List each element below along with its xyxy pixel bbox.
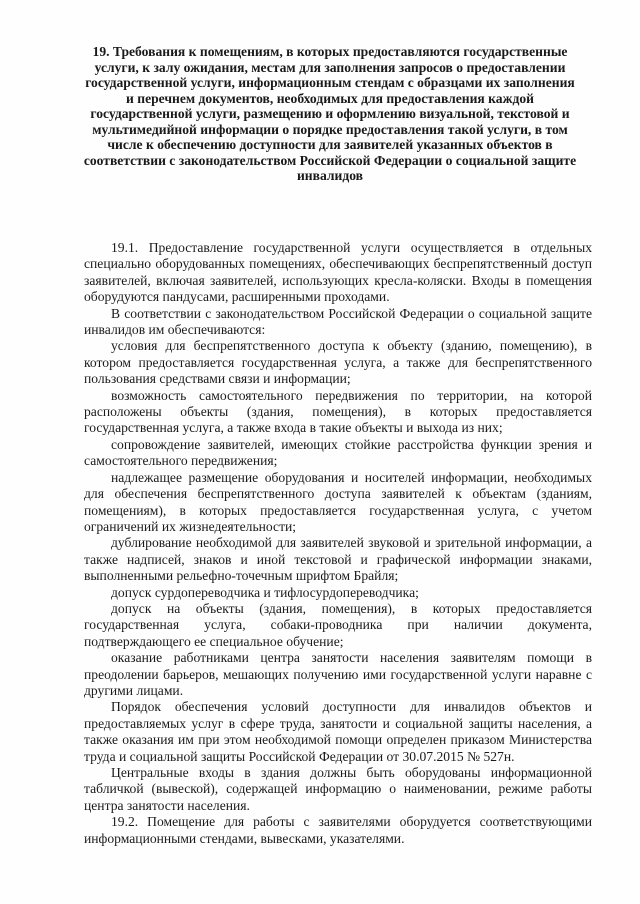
list-item-equipment-placement: надлежащее размещение оборудования и носителей информации, необходимых для обеспечения беспрепятственного доступа заявителей к объектам (зданиям, помещениям), в которых предоставляется государственная услуга, с учетом ограничений их жизнедеятельности; [84,469,592,534]
list-item-guide-dog: допуск на объекты (здания, помещения), в которых предоставляется государственная услуга, собаки-проводника при наличии документа, подтверждающего ее специальное обучение; [84,600,592,649]
section-heading: 19. Требования к помещениям, в которых предоставляются государственные услуги, к залу ожидания, местам для заполнения запросов о предоставлении государственной услуги, информационным стендам с образцами их заполнения и перечнем документов, необходимых для предоставления каждой государственной услуги, размещению и оформлению визуальной, текстовой и мультимедийной информации о порядке предоставления такой услуги, в том числе к обеспечению доступности для заявителей указанных объектов в соответствии с законодательством Российской Федерации о социальной защите инвалидов [83,44,577,183]
paragraph-19-2: 19.2. Помещение для работы с заявителями оборудуется соответствующими информационными стендами, вывесками, указателями. [84,814,592,846]
paragraph-accessibility-order: Порядок обеспечения условий доступности для инвалидов объектов и предоставляемых услуг в сфере труда, занятости и социальной защиты населения, а также оказания им при этом необходимой помощи определен приказом Министерства труда и социальной защиты Российской Федерации от 30.07.2015 № 527н. [84,699,592,764]
list-item-independent-movement: возможность самостоятельного передвижения по территории, на которой расположены объекты (здания, помещения), в которых предоставляется государственная услуга, а также входа в такие объекты и выхода из них; [84,387,592,436]
paragraph-entrance-signage: Центральные входы в здания должны быть оборудованы информационной табличкой (вывеской), содержащей информацию о наименовании, режиме работы центра занятости населения. [84,765,592,813]
list-item-escort: сопровождение заявителей, имеющих стойкие расстройства функции зрения и самостоятельного передвижения; [84,436,592,469]
paragraph-legislation-intro: В соответствии с законодательством Российской Федерации о социальной защите инвалидов им обеспечиваются: [84,305,592,338]
list-item-staff-assistance: оказание работниками центра занятости населения заявителям помощи в преодолении барьеров, мешающих получению ими государственной услуги наравне с другими лицами. [84,650,592,698]
list-item-braille-duplication: дублирование необходимой для заявителей звуковой и зрительной информации, а также надписей, знаков и иной текстовой и графической информации знаками, выполненными рельефно-точечным шрифтом Брайля; [84,535,592,584]
list-item-access-conditions: условия для беспрепятственного доступа к объекту (зданию, помещению), в котором предоставляется государственная услуга, а также для беспрепятственного пользования средствами связи и информации; [84,338,592,387]
document-body [84,240,592,847]
paragraph-19-1: 19.1. Предоставление государственной услуги осуществляется в отдельных специально оборудованных помещениях, обеспечивающих беспрепятственный доступ заявителей, включая заявителей, использующих кресла-коляски. Входы в помещения оборудуются пандусами, расширенными проходами. [84,240,592,305]
list-item-sign-interpreter: допуск сурдопереводчика и тифлосурдопереводчика; [111,584,419,600]
